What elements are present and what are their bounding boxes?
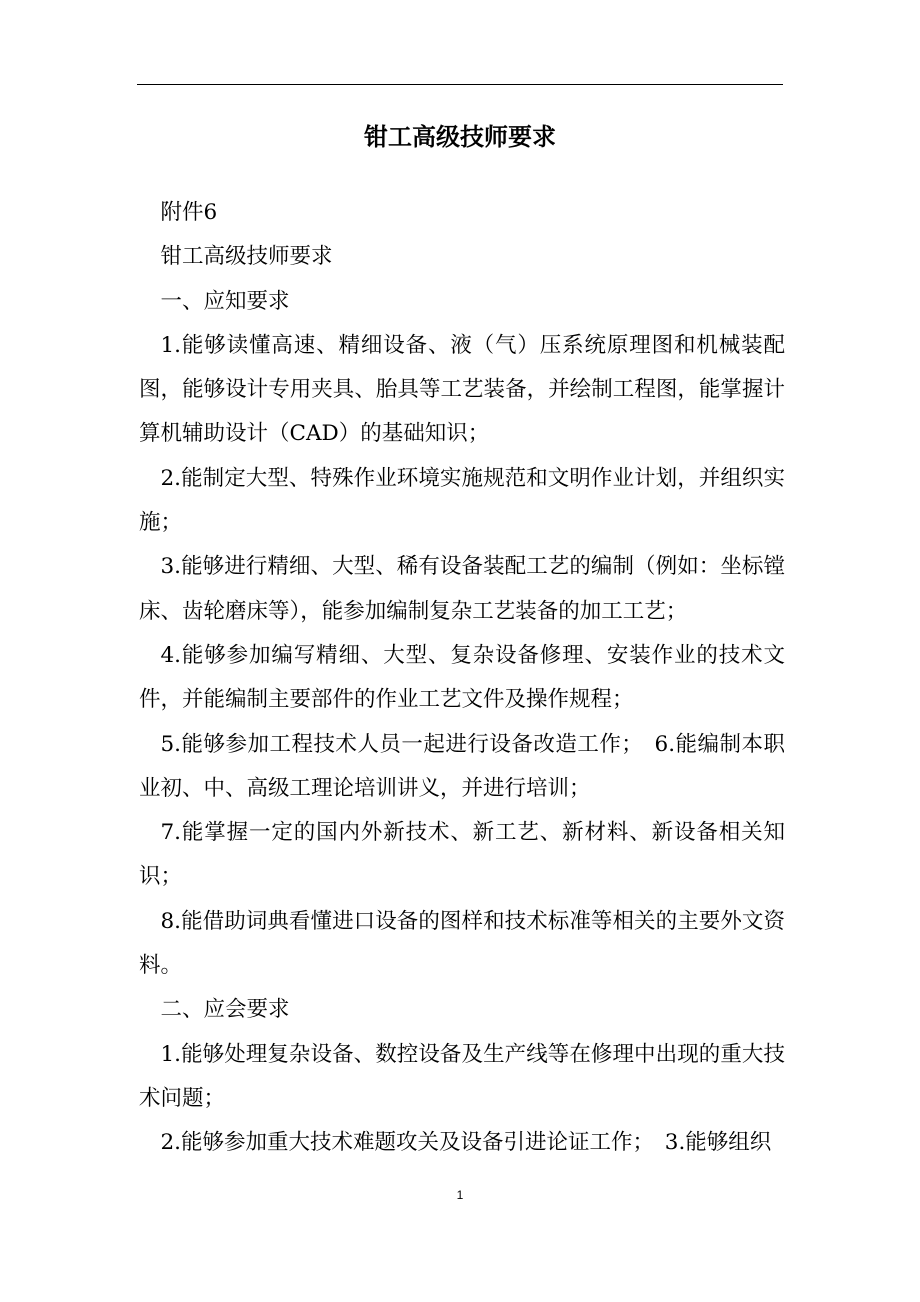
document-body [139, 191, 785, 1166]
paragraph: 1.能够读懂高速、精细设备、液（气）压系统原理图和机械装配图，能够设计专用夹具、胎具等工艺装备，并绘制工程图，能掌握计算机辅助设计（CAD）的基础知识； [139, 332, 785, 447]
paragraph: 2.能够参加重大技术难题攻关及设备引进论证工作； 3.能够组织 [160, 1130, 772, 1156]
paragraph: 7.能掌握一定的国内外新技术、新工艺、新材料、新设备相关知识； [139, 820, 785, 890]
paragraph: 2.能制定大型、特殊作业环境实施规范和文明作业计划，并组织实施； [139, 465, 785, 536]
paragraph: 8.能借助词典看懂进口设备的图样和技术标准等相关的主要外文资料。 [139, 908, 785, 979]
paragraph: 5.能够参加工程技术人员一起进行设备改造工作； 6.能编制本职业初、中、高级工理论培训讲义，并进行培训； [139, 731, 785, 801]
paragraph: 1.能够处理复杂设备、数控设备及生产线等在修理中出现的重大技术问题； [139, 1041, 785, 1111]
paragraph: 4.能够参加编写精细、大型、复杂设备修理、安装作业的技术文件，并能编制主要部件的作业工艺文件及操作规程； [139, 642, 785, 713]
document-title: 钳工高级技师要求 [364, 122, 556, 151]
paragraph: 3.能够进行精细、大型、稀有设备装配工艺的编制（例如：坐标镗床、齿轮磨床等），能参加编制复杂工艺装备的加工工艺； [139, 554, 785, 624]
section-heading-knowledge: 一、应知要求 [160, 288, 290, 314]
paragraph-subtitle: 钳工高级技师要求 [160, 244, 333, 270]
section-heading-skills: 二、应会要求 [160, 997, 290, 1023]
page-number: 1 [456, 1188, 464, 1202]
header-rule [137, 84, 783, 85]
paragraph-attachment: 附件6 [160, 200, 218, 225]
